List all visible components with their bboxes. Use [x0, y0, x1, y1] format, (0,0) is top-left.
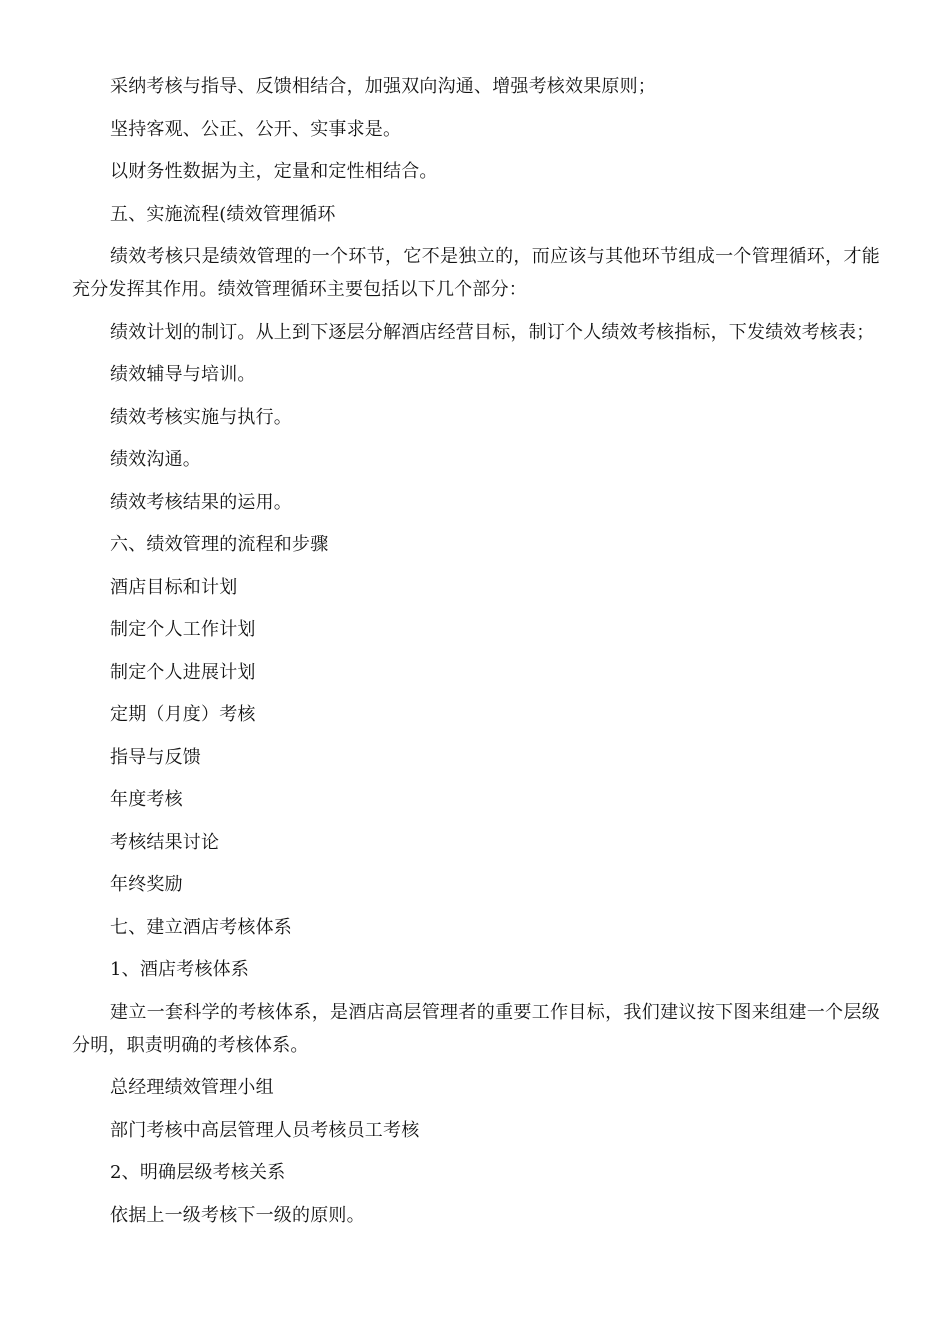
- paragraph-principle-financial: 以财务性数据为主，定量和定性相结合。: [110, 161, 438, 182]
- paragraph-cycle-planning: 绩效计划的制订。从上到下逐层分解酒店经营目标，制订个人绩效考核指标，下发绩效考核表；: [110, 321, 875, 343]
- subsection-heading-2: 2、明确层级考核关系: [110, 1162, 286, 1183]
- paragraph-system-intro: 建立一套科学的考核体系，是酒店高层管理者的重要工作目标，我们建议按下图来组建一个层级分明，职责明确的考核体系。: [72, 1001, 880, 1056]
- list-item-step: 制定个人进展计划: [110, 661, 256, 683]
- subsection-heading-1: 1、酒店考核体系: [110, 959, 250, 980]
- paragraph-cycle-execution: 绩效考核实施与执行。: [110, 406, 292, 428]
- paragraph-level-principle: 依据上一级考核下一级的原则。: [110, 1204, 365, 1226]
- document-page: [72, 70, 880, 1241]
- list-item-step: 年终奖励: [110, 874, 183, 895]
- list-item-step: 制定个人工作计划: [110, 619, 256, 640]
- section-heading-6: 六、绩效管理的流程和步骤: [110, 534, 329, 555]
- list-item-step: 酒店目标和计划: [110, 576, 238, 598]
- list-item-step: 定期（月度）考核: [110, 704, 256, 725]
- paragraph-cycle-coaching: 绩效辅导与培训。: [110, 364, 256, 385]
- list-item-step: 年度考核: [110, 789, 183, 810]
- paragraph-cycle-application: 绩效考核结果的运用。: [110, 491, 292, 513]
- paragraph-principle-feedback: 采纳考核与指导、反馈相结合，加强双向沟通、增强考核效果原则；: [110, 76, 656, 97]
- list-item-step: 指导与反馈: [110, 746, 201, 768]
- list-item-step: 考核结果讨论: [110, 831, 220, 853]
- paragraph-principle-objective: 坚持客观、公正、公开、实事求是。: [110, 118, 402, 140]
- section-heading-7: 七、建立酒店考核体系: [110, 916, 292, 938]
- paragraph-cycle-communication: 绩效沟通。: [110, 449, 201, 470]
- paragraph-department-levels: 部门考核中高层管理人员考核员工考核: [110, 1119, 420, 1141]
- paragraph-cycle-intro: 绩效考核只是绩效管理的一个环节，它不是独立的，而应该与其他环节组成一个管理循环，才能充分发挥其作用。绩效管理循环主要包括以下几个部分：: [72, 246, 880, 300]
- section-heading-5: 五、实施流程(绩效管理循环: [110, 203, 336, 225]
- paragraph-gm-group: 总经理绩效管理小组: [110, 1077, 274, 1098]
